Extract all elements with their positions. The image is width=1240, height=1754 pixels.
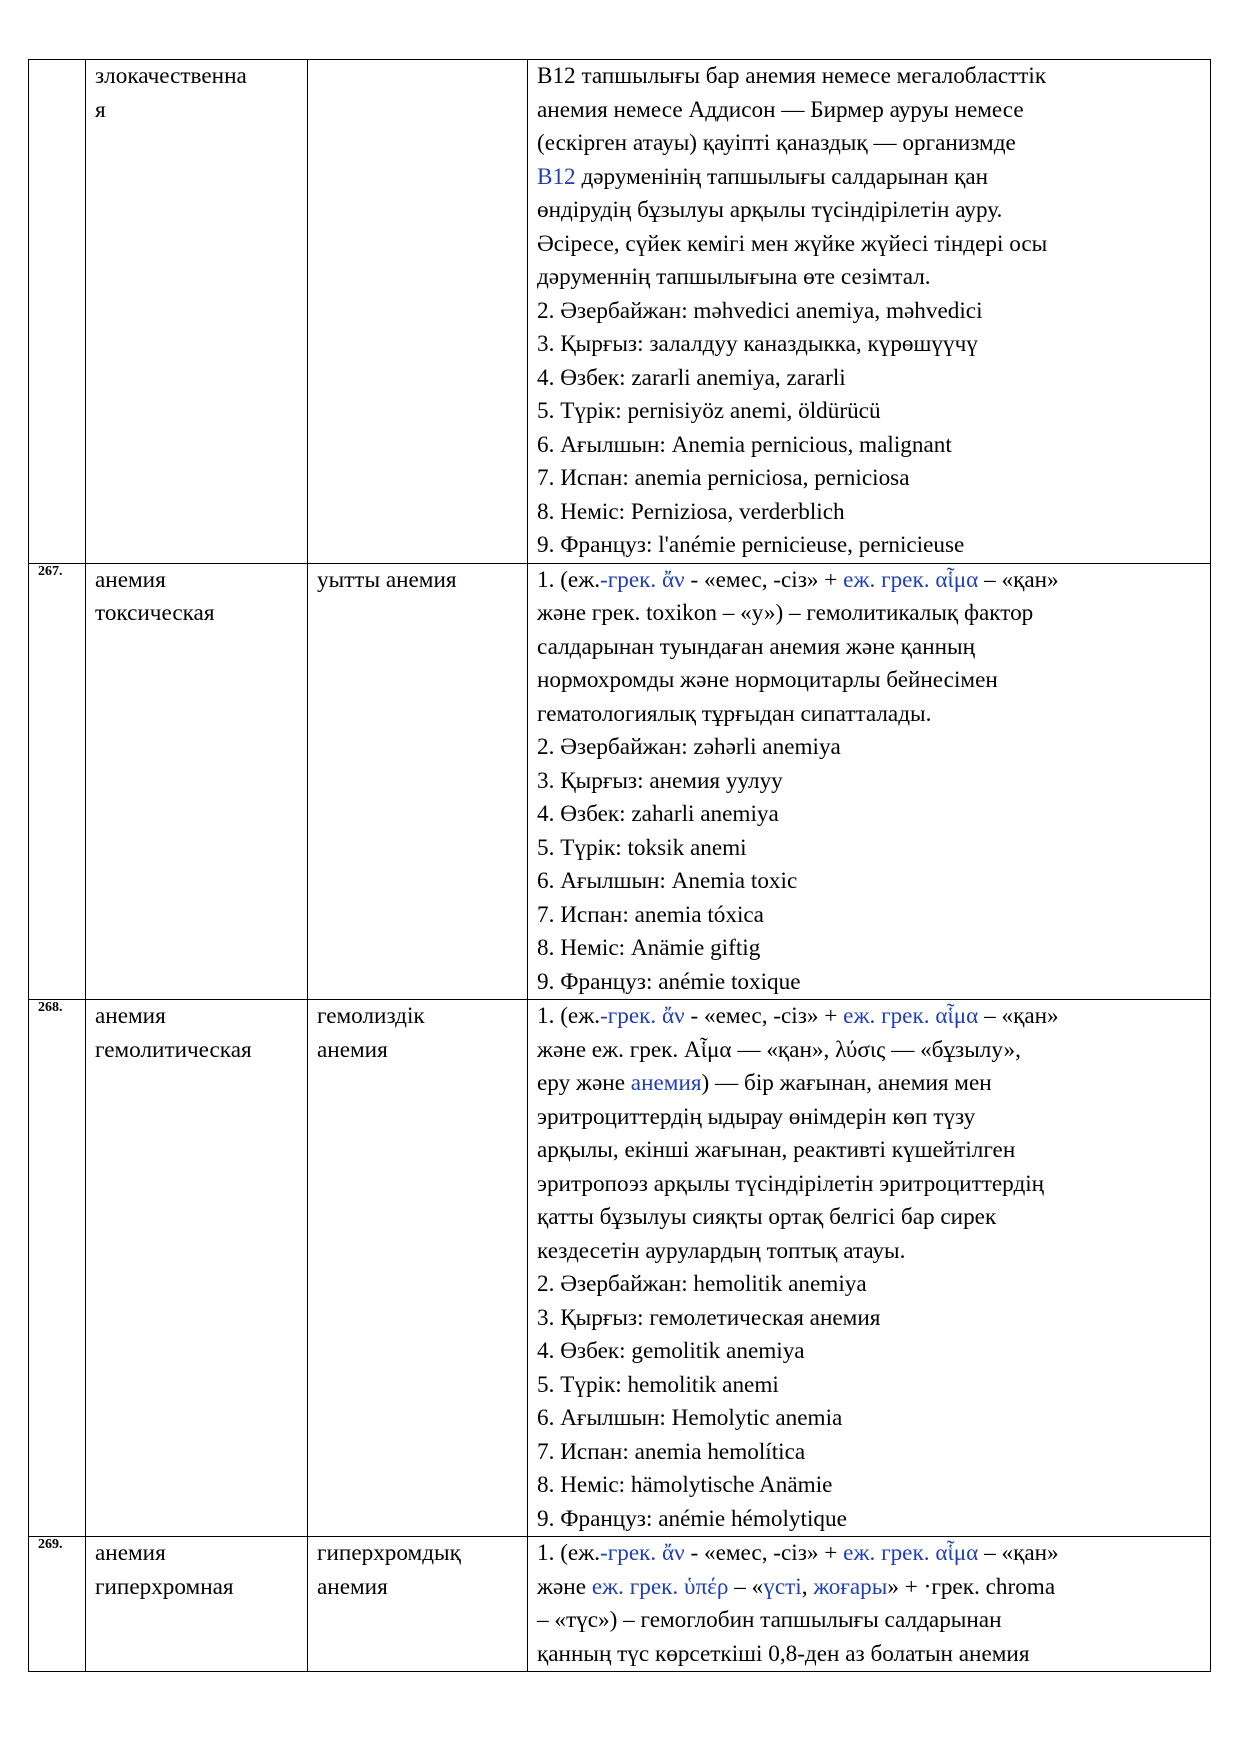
definition-line (537, 362, 1204, 396)
definition-text: » + ·грек. chroma (887, 1573, 1056, 1600)
definition-text: дәруменнің тапшылығына өте сезімтал. (537, 264, 931, 290)
definition-link-text: еж. грек. αἷμα (843, 566, 979, 593)
definition-cell (528, 60, 1211, 564)
definition-text: дәруменінің тапшылығы салдарынан қан (575, 163, 989, 190)
entry-number: 268. (29, 1000, 86, 1537)
definition-text: эритропоэз арқылы түсіндірілетін эритроциттердің (537, 1170, 1045, 1197)
kazakh-term-line: гиперхромдық (317, 1540, 461, 1566)
definition-text: 4. Өзбек: gemolitik anemiya (537, 1338, 805, 1364)
definition-text: 4. Өзбек: zararli anemiya, zararli (537, 364, 846, 391)
definition-text: кездесетін аурулардың топтық атауы. (537, 1237, 906, 1264)
definition-link-text: жоғары (813, 1573, 888, 1600)
definition-line (537, 966, 1204, 1000)
definition-link-text: анемия (630, 1070, 702, 1096)
definition-line (537, 1067, 1204, 1101)
definition-line (537, 798, 1204, 832)
russian-term-line: гемолитическая (95, 1036, 252, 1063)
definition-line (537, 1638, 1204, 1672)
definition-text: ) — бір жағынан, анемия мен (701, 1070, 992, 1096)
definition-line (537, 865, 1204, 899)
definition-text: 9. Француз: l'anémie pernicieuse, pernicieuse (537, 532, 965, 558)
entry-number: 267. (29, 563, 86, 1000)
definition-line (537, 564, 1204, 598)
definition-text: салдарынан туындаған анемия және қанның (537, 633, 976, 660)
russian-term-line: анемия (95, 1003, 166, 1029)
definition-cell (528, 563, 1211, 1000)
definition-link-text: -грек. ἄν (600, 1540, 685, 1566)
definition-text: – «қан» (978, 566, 1059, 593)
definition-line (537, 597, 1204, 631)
definition-text: 7. Испан: anemia hemolítica (537, 1438, 806, 1465)
definition-text: 1. (еж. (537, 1540, 601, 1566)
definition-link-text: еж. грек. ὑπέρ (591, 1573, 729, 1600)
definition-line (537, 94, 1204, 128)
definition-cell (528, 1537, 1211, 1672)
definition-text: 8. Неміс: hämolytische Anämie (537, 1472, 833, 1498)
definition-text: – «түс») – гемоглобин тапшылығы салдарынан (537, 1607, 1002, 1633)
definition-text: 5. Түрік: hemolitik anemi (537, 1371, 779, 1398)
definition-text: анемия немесе Аддисон — Бирмер ауруы немесе (537, 96, 1024, 123)
definition-line (537, 698, 1204, 732)
definition-line (537, 832, 1204, 866)
definition-text: 7. Испан: anemia perniciosa, perniciosa (537, 465, 910, 491)
definition-line (537, 295, 1204, 329)
definition-cell (528, 1000, 1211, 1537)
table-row (29, 60, 1211, 564)
russian-term-line: токсическая (95, 600, 215, 626)
definition-text: 1. (еж. (537, 566, 601, 593)
russian-term (86, 1537, 308, 1672)
definition-line (537, 932, 1204, 966)
kazakh-term (308, 1537, 528, 1672)
definition-text: өндірудің бұзылуы арқылы түсіндірілетін ауру. (537, 197, 1003, 223)
table-row (29, 563, 1211, 1000)
definition-line (537, 60, 1204, 94)
definition-text: және грек. toxikon – «у») – гемолитикалық фактор (537, 600, 1034, 626)
definition-text: 8. Неміс: Perniziosa, verderblich (537, 498, 845, 525)
definition-line (537, 395, 1204, 429)
dictionary-table (28, 59, 1211, 1672)
table-row (29, 1537, 1211, 1672)
definition-line (537, 1235, 1204, 1269)
definition-line (537, 899, 1204, 933)
definition-text: 4. Өзбек: zaharli anemiya (537, 801, 779, 827)
entry-number: 269. (29, 1537, 86, 1672)
definition-link-text: В12 (537, 163, 576, 190)
russian-term-line: анемия (95, 566, 166, 593)
definition-line (537, 429, 1204, 463)
definition-text: 2. Әзербайжан: məhvedici anemiya, məhvedici (537, 297, 983, 324)
definition-text: 5. Түрік: pernisiyöz anemi, öldürücü (537, 398, 881, 424)
kazakh-term-line: уытты анемия (317, 566, 457, 593)
definition-line (537, 194, 1204, 228)
definition-text: 8. Неміс: Anämie giftig (537, 935, 761, 961)
definition-text: 6. Ағылшын: Anemia pernicious, malignant (537, 431, 952, 458)
kazakh-term (308, 1000, 528, 1537)
definition-text: 1. (еж. (537, 1003, 601, 1029)
definition-text: қанның түс көрсеткіші 0,8-ден аз болатын анемия (537, 1640, 1030, 1667)
definition-text: 2. Әзербайжан: zəhərli anemiya (537, 734, 841, 760)
definition-text: және еж. грек. Aἷμα — «қан», λύσις — «бұзылу», (537, 1036, 1021, 1063)
definition-text: 9. Француз: anémie hémolytique (537, 1505, 847, 1532)
table-row (29, 1000, 1211, 1537)
definition-line (537, 1000, 1204, 1034)
definition-text: - «емес, -сіз» + (684, 1003, 844, 1029)
definition-line (537, 1369, 1204, 1403)
definition-text: еру және (537, 1070, 631, 1096)
definition-line (537, 1034, 1204, 1068)
kazakh-term (308, 563, 528, 1000)
definition-line (537, 731, 1204, 765)
definition-text: (ескірген атауы) қауіпті қаназдық — организмде (537, 130, 1016, 156)
russian-term (86, 1000, 308, 1537)
russian-term (86, 60, 308, 564)
definition-line (537, 1436, 1204, 1470)
definition-text: Әсіресе, сүйек кемігі мен жүйке жүйесі тіндері осы (537, 230, 1048, 257)
definition-line (537, 462, 1204, 496)
definition-text: 6. Ағылшын: Anemia toxic (537, 868, 798, 894)
definition-link-text: еж. грек. αἷμα (843, 1540, 979, 1566)
entry-number (29, 60, 86, 564)
russian-term-line: гиперхромная (95, 1573, 234, 1600)
definition-text: гематологиялық тұрғыдан сипатталады. (537, 700, 932, 727)
definition-text: және (537, 1573, 592, 1600)
definition-text: 5. Түрік: toksik anemi (537, 834, 747, 861)
definition-line (537, 1201, 1204, 1235)
definition-line (537, 127, 1204, 161)
definition-link-text: -грек. ἄν (600, 566, 685, 593)
definition-line (537, 765, 1204, 799)
definition-text: 3. Қырғыз: гемолетическая анемия (537, 1304, 881, 1331)
definition-line (537, 529, 1204, 563)
definition-text: 3. Қырғыз: залалдуу каназдыкка, күрөшүүчү (537, 331, 978, 357)
definition-line (537, 1302, 1204, 1336)
definition-text: – «қан» (978, 1540, 1059, 1566)
definition-text: нормохромды және нормоцитарлы бейнесімен (537, 667, 998, 693)
definition-line (537, 1134, 1204, 1168)
definition-text: 9. Француз: anémie toxique (537, 968, 801, 995)
definition-link-text: еж. грек. αἷμα (843, 1003, 979, 1029)
definition-text: қатты бұзылуы сияқты ортақ белгісі бар сирек (537, 1204, 997, 1230)
definition-line (537, 664, 1204, 698)
definition-line (537, 1503, 1204, 1537)
kazakh-term-line: анемия (317, 1573, 388, 1600)
kazakh-term (308, 60, 528, 564)
russian-term (86, 563, 308, 1000)
kazakh-term-line: гемолиздік (317, 1003, 425, 1029)
definition-line (537, 1537, 1204, 1571)
definition-text: 2. Әзербайжан: hemolitik anemiya (537, 1271, 867, 1297)
definition-line (537, 1101, 1204, 1135)
definition-line (537, 228, 1204, 262)
definition-text: - «емес, -сіз» + (684, 566, 844, 593)
definition-line (537, 328, 1204, 362)
definition-line (537, 1604, 1204, 1638)
definition-line (537, 631, 1204, 665)
definition-line (537, 1469, 1204, 1503)
russian-term-line: я (95, 96, 106, 123)
definition-line (537, 1402, 1204, 1436)
definition-line (537, 261, 1204, 295)
definition-text: 3. Қырғыз: анемия уулуу (537, 767, 783, 794)
definition-line (537, 496, 1204, 530)
definition-line (537, 1168, 1204, 1202)
definition-text: – «қан» (978, 1003, 1059, 1029)
definition-link-text: -грек. ἄν (600, 1003, 685, 1029)
definition-text: - «емес, -сіз» + (684, 1540, 844, 1566)
definition-text: 6. Ағылшын: Hemolytic anemia (537, 1405, 843, 1431)
definition-line (537, 1268, 1204, 1302)
definition-line (537, 161, 1204, 195)
definition-text: арқылы, екінші жағынан, реактивті күшейтілген (537, 1137, 1016, 1163)
definition-text: , (801, 1573, 814, 1600)
kazakh-term-line: анемия (317, 1036, 388, 1063)
definition-text: В12 тапшылығы бар анемия немесе мегалобласттік (537, 63, 1047, 89)
definition-link-text: үсті (763, 1573, 802, 1600)
definition-text: эритроциттердің ыдырау өнімдерін көп түзу (537, 1103, 976, 1130)
definition-line (537, 1571, 1204, 1605)
definition-text: 7. Испан: anemia tóxica (537, 901, 764, 928)
definition-line (537, 1335, 1204, 1369)
definition-text: – « (728, 1573, 764, 1600)
russian-term-line: злокачественна (95, 63, 247, 89)
russian-term-line: анемия (95, 1540, 166, 1566)
